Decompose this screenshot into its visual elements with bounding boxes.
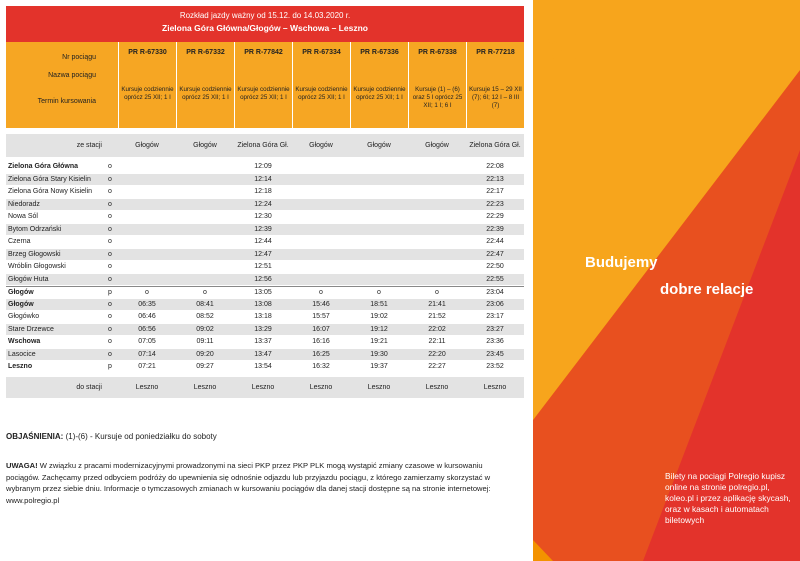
train-column-header xyxy=(408,42,466,128)
train-column-header xyxy=(118,42,176,128)
running-days-label: Termin kursowania xyxy=(37,98,96,105)
train-running-days: Kursuje codziennie oprócz 25 XII; 1 I xyxy=(295,86,348,101)
time-cell: 22:55 xyxy=(486,275,504,283)
time-cell: 13:47 xyxy=(254,350,272,358)
origin-station-cell: Głogów xyxy=(135,142,159,149)
train-running-days: Kursuje codziennie oprócz 25 XII; 1 I xyxy=(179,86,232,101)
time-cell: 09:11 xyxy=(196,338,214,345)
time-cell: 12:39 xyxy=(254,225,272,233)
arrival-departure-mark: o xyxy=(108,313,112,320)
arrival-departure-mark: o xyxy=(108,200,112,208)
arrival-departure-mark: o xyxy=(108,175,112,183)
time-cell: 12:09 xyxy=(254,163,272,170)
time-cell: 12:30 xyxy=(254,213,272,220)
time-cell: 22:29 xyxy=(486,213,504,220)
station-name: Nowa Sól xyxy=(8,213,38,220)
table-row xyxy=(6,236,524,249)
arrival-departure-mark: o xyxy=(108,213,112,220)
table-row xyxy=(6,161,524,174)
time-cell: 12:47 xyxy=(254,250,272,258)
time-cell: 16:32 xyxy=(312,363,330,370)
origin-station-cell: Głogów xyxy=(309,142,333,149)
train-number: PR R-67334 xyxy=(302,49,341,56)
time-cell: 22:23 xyxy=(486,200,504,208)
time-cell: 07:14 xyxy=(138,350,156,358)
destination-station-cell: Leszno xyxy=(309,383,333,391)
time-cell: 12:14 xyxy=(254,175,272,183)
arrival-departure-mark: o xyxy=(108,250,112,258)
station-name: Brzeg Głogowski xyxy=(8,250,61,258)
time-cell: 06:46 xyxy=(138,313,156,320)
arrival-departure-mark: p xyxy=(108,363,112,370)
destination-station-cell: Leszno xyxy=(483,383,507,391)
table-header xyxy=(6,42,524,128)
phone-ticket-icon xyxy=(533,0,609,76)
time-cell: 09:02 xyxy=(196,325,214,333)
time-cell: o xyxy=(319,289,323,296)
arrival-departure-mark: o xyxy=(108,275,112,283)
station-name: Zielona Góra Nowy Kisielin xyxy=(8,188,93,195)
time-cell: 15:46 xyxy=(312,300,330,308)
table-row xyxy=(6,174,524,187)
table-row xyxy=(6,261,524,274)
station-name: Głogów Huta xyxy=(8,275,49,283)
arrival-departure-mark: o xyxy=(108,338,112,345)
time-cell: 22:27 xyxy=(428,363,446,370)
time-cell: 16:16 xyxy=(312,338,330,345)
station-name: Stare Drzewce xyxy=(8,325,54,333)
time-cell: o xyxy=(145,289,149,296)
origin-station-cell: Zielona Góra Gł. xyxy=(469,142,521,149)
arrival-departure-mark: p xyxy=(108,289,112,296)
table-row xyxy=(6,274,524,287)
time-cell: 21:52 xyxy=(428,313,446,320)
station-name: Wschowa xyxy=(8,338,41,345)
time-cell: 22:08 xyxy=(486,163,504,170)
time-cell: 22:11 xyxy=(428,338,446,345)
time-cell: 23:17 xyxy=(486,313,504,320)
destination-station-cell: Leszno xyxy=(367,383,391,391)
train-number: PR R-77218 xyxy=(476,49,515,56)
table-row xyxy=(6,349,524,362)
time-cell: 22:47 xyxy=(486,250,504,258)
train-number: PR R-67330 xyxy=(128,49,167,56)
arrival-departure-mark: o xyxy=(108,350,112,358)
train-running-days: Kursuje codziennie oprócz 25 XII; 1 I xyxy=(121,86,174,101)
time-cell: 22:20 xyxy=(428,350,446,358)
time-cell: 13:29 xyxy=(254,325,272,333)
arrival-departure-mark: o xyxy=(108,300,112,308)
destination-station-cell: Leszno xyxy=(425,383,449,391)
time-cell: 13:37 xyxy=(254,338,272,345)
table-row xyxy=(6,286,524,299)
slogan-line1: Budujemy xyxy=(585,254,658,271)
train-number: PR R-67336 xyxy=(360,49,399,56)
train-running-days: Kursuje (1) – (6) oraz 5 I oprócz 25 XII; 1 I; 6 I xyxy=(412,86,463,109)
train-column-header xyxy=(176,42,234,128)
validity-text: Rozkład jazdy ważny od 15.12. do 14.03.2020 r. xyxy=(179,11,351,20)
time-cell: 19:37 xyxy=(370,363,388,370)
time-cell: 22:13 xyxy=(486,175,504,183)
destination-row xyxy=(6,377,524,399)
time-cell: o xyxy=(203,289,207,296)
warning-text: W związku z pracami modernizacyjnymi prowadzonymi na sieci PKP przez PKP PLK mogą wystąpić zmiany czasowe w kursowaniu pociągów. Zachęcamy przed odbyciem podróży do upewnienia się odnośnie odjazdu lub przyjazdu pociągu, z którego zamierzamy skorzystać w wybranym przez siebie dniu. Informacje o tymczasowych zmianach w kursowaniu pociągów dla danej stacji dostępne są na stronie internetowej: www.polregio.pl xyxy=(6,461,491,505)
time-cell: 22:50 xyxy=(486,263,504,270)
time-cell: 09:20 xyxy=(196,350,214,358)
time-cell: 19:21 xyxy=(370,338,388,345)
time-cell: 12:56 xyxy=(254,275,272,283)
destination-label: do stacji xyxy=(76,383,102,391)
table-row xyxy=(6,224,524,237)
time-cell: 22:17 xyxy=(486,188,504,195)
arrival-departure-mark: o xyxy=(108,238,112,245)
time-cell: 13:18 xyxy=(254,313,272,320)
train-column-header xyxy=(292,42,350,128)
station-name: Lasocice xyxy=(8,350,36,358)
time-cell: 23:04 xyxy=(486,289,504,296)
station-name: Niedoradz xyxy=(8,200,40,208)
explanations-label: OBJAŚNIENIA: xyxy=(6,432,64,441)
warning-note xyxy=(6,460,516,506)
time-cell: 18:51 xyxy=(370,300,388,308)
train-column-header xyxy=(350,42,408,128)
destination-station-cell: Leszno xyxy=(251,383,275,391)
time-cell: 22:39 xyxy=(486,225,504,233)
slogan-line2: dobre relacje xyxy=(660,281,754,298)
table-row xyxy=(6,199,524,212)
time-cell: 08:41 xyxy=(196,300,214,308)
promo-panel xyxy=(533,0,800,561)
origin-station-cell: Głogów xyxy=(193,142,217,149)
destination-station-cell: Leszno xyxy=(193,383,217,391)
time-cell: 23:52 xyxy=(486,363,504,370)
time-cell: 13:54 xyxy=(254,363,272,370)
table-row xyxy=(6,249,524,262)
time-cell: 07:05 xyxy=(138,338,156,345)
station-name: Głogówko xyxy=(8,313,40,320)
train-number: PR R-77842 xyxy=(244,49,283,56)
train-column-header xyxy=(234,42,292,128)
station-name: Wróblin Głogowski xyxy=(8,263,66,270)
time-cell: 08:52 xyxy=(196,313,214,320)
table-row xyxy=(6,324,524,337)
table-row xyxy=(6,211,524,224)
time-cell: 15:57 xyxy=(312,313,330,320)
arrival-departure-mark: o xyxy=(108,225,112,233)
explanations-text: (1)-(6) - Kursuje od poniedziałku do soboty xyxy=(65,432,217,441)
route-title: Zielona Góra Główna/Głogów – Wschowa – Leszno xyxy=(162,23,368,33)
time-cell: 09:27 xyxy=(196,363,214,370)
train-number-label: Nr pociągu xyxy=(62,54,96,61)
arrival-departure-mark: o xyxy=(108,188,112,195)
origin-label: ze stacji xyxy=(76,142,102,149)
time-cell: 22:44 xyxy=(486,238,504,245)
station-name: Zielona Góra Główna xyxy=(8,163,79,170)
station-name: Zielona Góra Stary Kisielin xyxy=(8,175,91,183)
time-cell: 16:07 xyxy=(312,325,330,333)
time-cell: 21:41 xyxy=(428,300,446,308)
arrival-departure-mark: o xyxy=(108,263,112,270)
train-number: PR R-67332 xyxy=(186,49,225,56)
ticket-info-text: Bilety na pociągi Polregio kupisz online na stronie polregio.pl, koleo.pl i przez aplikację skycash, oraz w kasach i automatach biletowych xyxy=(665,471,791,525)
station-name: Czerna xyxy=(8,238,31,245)
time-cell: 06:35 xyxy=(138,300,156,308)
table-row xyxy=(6,311,524,324)
table-row xyxy=(6,186,524,199)
table-row xyxy=(6,361,524,374)
time-cell: 12:24 xyxy=(254,200,272,208)
train-number: PR R-67338 xyxy=(418,49,457,56)
time-cell: 12:44 xyxy=(254,238,272,245)
origin-row xyxy=(6,134,524,158)
arrival-departure-mark: o xyxy=(108,325,112,333)
time-cell: 22:02 xyxy=(428,325,446,333)
time-cell: 23:06 xyxy=(486,300,504,308)
time-cell: 23:45 xyxy=(486,350,504,358)
destination-station-cell: Leszno xyxy=(135,383,159,391)
train-column-header xyxy=(466,42,524,128)
time-cell: 12:51 xyxy=(254,263,272,270)
station-name: Leszno xyxy=(8,363,33,370)
origin-station-cell: Zielona Góra Gł. xyxy=(237,142,289,149)
warning-label: UWAGA! xyxy=(6,461,38,470)
table-row xyxy=(6,336,524,349)
time-cell: 23:27 xyxy=(486,325,504,333)
station-name: Głogów xyxy=(8,300,34,308)
time-cell: 19:30 xyxy=(370,350,388,358)
train-running-days: Kursuje 15 – 29 XII (7); 6I; 12 I – 8 III (7) xyxy=(469,86,522,109)
time-cell: 19:02 xyxy=(370,313,388,320)
time-cell: 13:08 xyxy=(254,300,272,308)
time-cell: o xyxy=(377,289,381,296)
origin-station-cell: Głogów xyxy=(425,142,449,149)
timetable-grid xyxy=(6,134,524,399)
time-cell: o xyxy=(435,289,439,296)
time-cell: 16:25 xyxy=(312,350,330,358)
time-cell: 07:21 xyxy=(138,363,156,370)
train-running-days: Kursuje codziennie oprócz 25 XII; 1 I xyxy=(237,86,290,101)
station-name: Bytom Odrzański xyxy=(8,225,62,233)
time-cell: 19:12 xyxy=(370,325,388,333)
station-name: Głogów xyxy=(8,289,34,296)
time-cell: 23:36 xyxy=(486,338,504,345)
table-row xyxy=(6,299,524,312)
train-name-label: Nazwa pociągu xyxy=(48,72,96,79)
explanations xyxy=(6,432,217,441)
time-cell: 06:56 xyxy=(138,325,156,333)
timetable-banner xyxy=(6,6,524,42)
origin-station-cell: Głogów xyxy=(367,142,391,149)
train-running-days: Kursuje codziennie oprócz 25 XII; 1 I xyxy=(353,86,406,101)
arrival-departure-mark: o xyxy=(108,163,112,170)
time-cell: 13:05 xyxy=(254,289,272,296)
time-cell: 12:18 xyxy=(254,188,272,195)
